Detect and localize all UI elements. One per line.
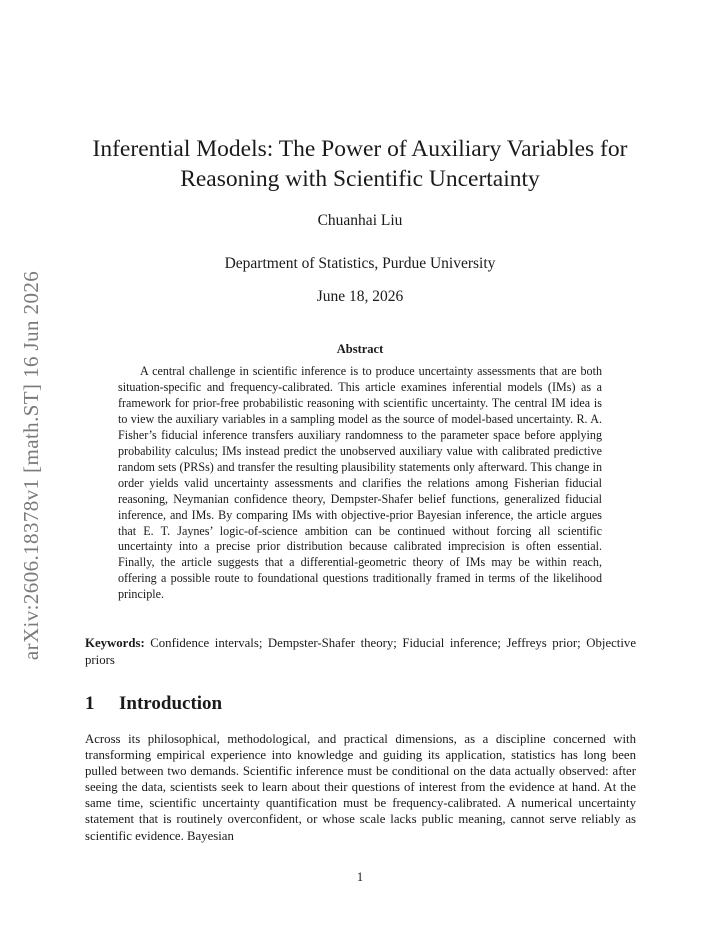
introduction-text: Across its philosophical, methodological, and practical dimensions, as a discipline concerned with transforming empirical experience into knowledge and guiding its application, statistics has long been pulled between two demands. Scientific inference must be conditional on the data actually observed: after seeing the data, scientists seek to learn about their questions of interest from the evidence at hand. At the same time, scientific uncertainty quantification must be frequency-calibrated. A numerical uncertainty statement that is routinely overconfident, or whose scale lacks public meaning, cannot serve reliably as scientific evidence. Bayesian	[85, 732, 636, 843]
arxiv-identifier-stamp	[18, 250, 46, 680]
keywords-text: Confidence intervals; Dempster-Shafer theory; Fiducial inference; Jeffreys prior; Objective priors	[85, 636, 636, 667]
arxiv-identifier-text: arXiv:2606.18378v1 [math.ST] 16 Jun 2026	[19, 270, 44, 660]
author-name: Chuanhai Liu	[317, 212, 403, 229]
keywords-block	[85, 635, 636, 669]
abstract-text: A central challenge in scientific inference is to produce uncertainty assessments that are both situation-specific and frequency-calibrated. This article examines inferential models (IMs) as a framework for prior-free probabilistic reasoning with scientific uncertainty. The central IM idea is to view the auxiliary variables in a sampling model as the source of model-based uncertainty. R. A. Fisher’s fiducial inference transfers auxiliary randomness to the parameter space before applying probability calculus; IMs instead predict the unobserved auxiliary value with calibrated predictive random sets (PRSs) and transfer the resulting plausibility statements only afterward. This change in order yields valid uncertainty assessments and clarifies the relations among Fisherian fiducial reasoning, Neymanian confidence theory, Dempster-Shafer belief functions, generalized fiducial inference, and IMs. By comparing IMs with objective-prior Bayesian inference, the article argues that E. T. Jaynes’ logic-of-science ambition can be continued without forcing all scientific uncertainty into a precise prior distribution because calibrated imprecision is often essential. Finally, the article suggests that a differential-geometric theory of IMs may be within reach, offering a possible route to foundational questions traditionally framed in terms of the likelihood principle.	[118, 364, 602, 602]
section-number: 1	[85, 693, 95, 714]
paper-date: June 18, 2026	[316, 288, 404, 305]
author-affiliation: Department of Statistics, Purdue University	[224, 255, 496, 272]
paper-title: Inferential Models: The Power of Auxiliary Variables for Reasoning with Scientific Uncertainty	[92, 136, 628, 192]
page-number: 1	[356, 870, 364, 884]
section-heading	[85, 693, 222, 715]
keywords-label: Keywords:	[85, 636, 145, 650]
section-title: Introduction	[119, 693, 223, 714]
abstract-heading: Abstract	[336, 342, 384, 356]
